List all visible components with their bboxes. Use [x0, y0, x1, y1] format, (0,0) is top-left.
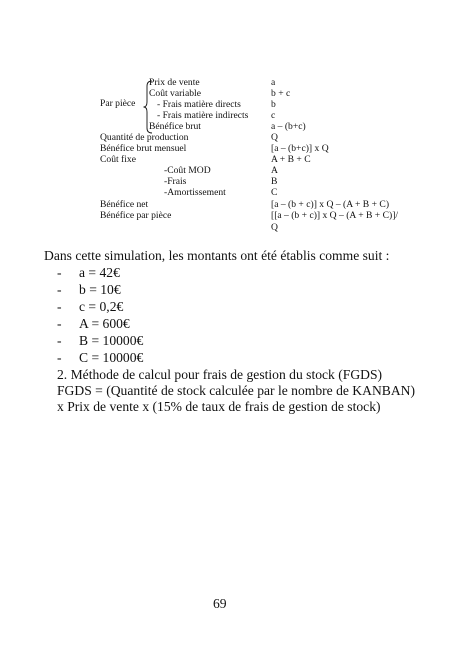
row-formula: a – (b+c)	[271, 121, 306, 132]
row-formula: [[a – (b + c)] x Q – (A + B + C)]/	[271, 210, 399, 221]
row-formula: Q	[271, 132, 278, 143]
row-formula: [a – (b+c)] x Q	[271, 143, 329, 154]
row-label: -Amortissement	[164, 187, 226, 198]
row-formula: A + B + C	[271, 154, 311, 165]
row-formula: B	[271, 176, 278, 187]
row-label: - Frais matière indirects	[157, 110, 249, 121]
row-formula-continuation: Q	[271, 222, 278, 233]
row-label: Coût fixe	[100, 154, 136, 165]
list-item: B = 10000€	[79, 333, 144, 348]
row-formula: A	[271, 165, 278, 176]
list-item: c = 0,2€	[79, 299, 124, 314]
row-label: Bénéfice brut	[149, 121, 201, 132]
list-item: a = 42€	[79, 265, 120, 280]
row-formula: c	[271, 110, 276, 121]
row-label: - Frais matière directs	[157, 99, 241, 110]
row-label: Bénéfice par pièce	[100, 210, 172, 221]
row-formula: a	[271, 77, 276, 88]
formula-line: FGDS = (Quantité de stock calculée par le nombre de KANBAN)	[57, 383, 415, 398]
row-formula: [a – (b + c)] x Q – (A + B + C)	[271, 199, 390, 210]
row-label: Bénéfice brut mensuel	[100, 143, 187, 154]
row-label: Quantité de production	[100, 132, 189, 143]
row-formula: b	[271, 99, 276, 110]
row-label: Prix de vente	[149, 77, 200, 88]
list-dash: -	[57, 350, 62, 365]
row-label: Coût variable	[149, 88, 201, 99]
formula-line: x Prix de vente x (15% de taux de frais de gestion de stock)	[57, 399, 381, 414]
list-dash: -	[57, 316, 62, 331]
list-item: C = 10000€	[79, 350, 144, 365]
intro-paragraph: Dans cette simulation, les montants ont été établis comme suit :	[44, 248, 390, 263]
row-formula: C	[271, 187, 278, 198]
par-piece-label: Par pièce	[100, 98, 136, 109]
list-dash: -	[57, 265, 62, 280]
list-dash: -	[57, 282, 62, 297]
list-dash: -	[57, 333, 62, 348]
list-dash: -	[57, 299, 62, 314]
list-item: b = 10€	[79, 282, 121, 297]
row-label: -Coût MOD	[164, 165, 211, 176]
row-formula: b + c	[271, 88, 291, 99]
page-number: 69	[213, 596, 227, 611]
list-item: A = 600€	[79, 316, 130, 331]
row-label: Bénéfice net	[100, 199, 149, 210]
section-heading: 2. Méthode de calcul pour frais de gestion du stock (FGDS)	[57, 367, 383, 382]
row-label: -Frais	[164, 176, 187, 187]
